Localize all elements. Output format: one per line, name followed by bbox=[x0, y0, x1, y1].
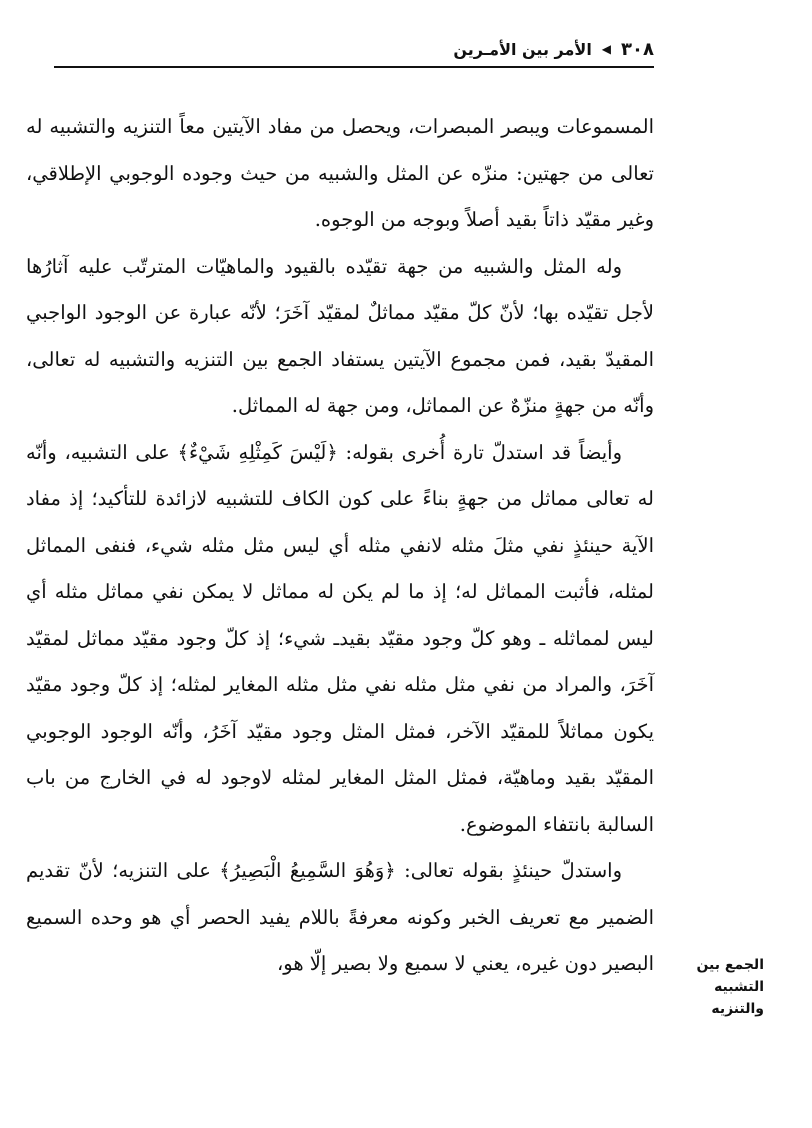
paragraph-2: وله المثل والشبيه من جهة تقيّده بالقيود والماهيّات المترتّب عليه آثارُها لأجل تقيّده بها؛ لأنّ كلّ مقيّد مماثلٌ لمقيّد آخَرَ؛ لأنّه عبارة عن الوجود الواجبي المقيدّ بقيد، فمن مجموع الآيتين يستفاد الجمع بين التنزيه والتشبيه له تعالى، وأنّه من جهةٍ منزّهٌ عن المماثل، ومن جهة له المماثل. bbox=[26, 254, 654, 417]
page-number: ٣٠٨ bbox=[621, 38, 654, 60]
header-divider bbox=[54, 66, 654, 68]
paragraph-4: واستدلّ حينئذٍ بقوله تعالى: ﴿وَهُوَ السَّمِيعُ الْبَصِيرُ﴾ على التنزيه؛ لأنّ تقديم الضمير مع تعريف الخبر وكونه معرفةً باللام يفيد الحصر أي هو وحده السميع البصير دون غيره، يعني لا سميع ولا بصير إلّا هو، bbox=[26, 859, 654, 975]
margin-note: الجمع بين التشبيه والتنزيه bbox=[696, 957, 764, 1017]
running-title: الأمر بين الأمـرين bbox=[453, 39, 592, 59]
paragraph-3: وأيضاً قد استدلّ تارة أُخرى بقوله: ﴿لَيْسَ كَمِثْلِهِ شَيْءٌ﴾ على التشبيه، وأنّه له تعالى مماثل من جهةٍ بناءً على كون الكاف للتشبيه لازائدة للتأكيد؛ إذ مفاد الآية حينئذٍ نفي مثلَ مثله لانفي مثله أي ليس مثل مثله شيء، فنفى المماثل لمثله، فأثبت المماثل له؛ إذ ما لم يكن له مماثل لا يمكن نفي مماثل مثله أي ليس لمماثله ـ وهو كلّ وجود مقيّد بقيدـ شيء؛ إذ كلّ وجود مقيّد مماثل لمقيّد آخَرَ، والمراد من نفي مثل مثله نفي مثل مثله المغاير لمثله؛ إذ كلّ وجود مقيّد يكون مماثلاً للمقيّد الآخر، فمثل المثل وجود مقيّد آخَرُ، وأنّه الوجود الوجوبي المقيّد بقيد وماهيّة، فمثل المثل المغاير لمثله لاوجود له في الخارج من باب السالبة بانتفاء الموضوع. bbox=[26, 440, 654, 836]
paragraph-1: المسموعات ويبصر المبصرات، ويحصل من مفاد الآيتين معاً التنزيه والتشبيه له تعالى من جهتين: منزّه عن المثل والشبيه من حيث وجوده الوجوبي الإطلاقي، وغير مقيّد ذاتاً بقيد أصلاً وبوجه من الوجوه. bbox=[26, 115, 654, 231]
arrow-left-icon: ◀ bbox=[601, 42, 612, 56]
page-header bbox=[54, 34, 654, 64]
main-text bbox=[26, 104, 654, 988]
